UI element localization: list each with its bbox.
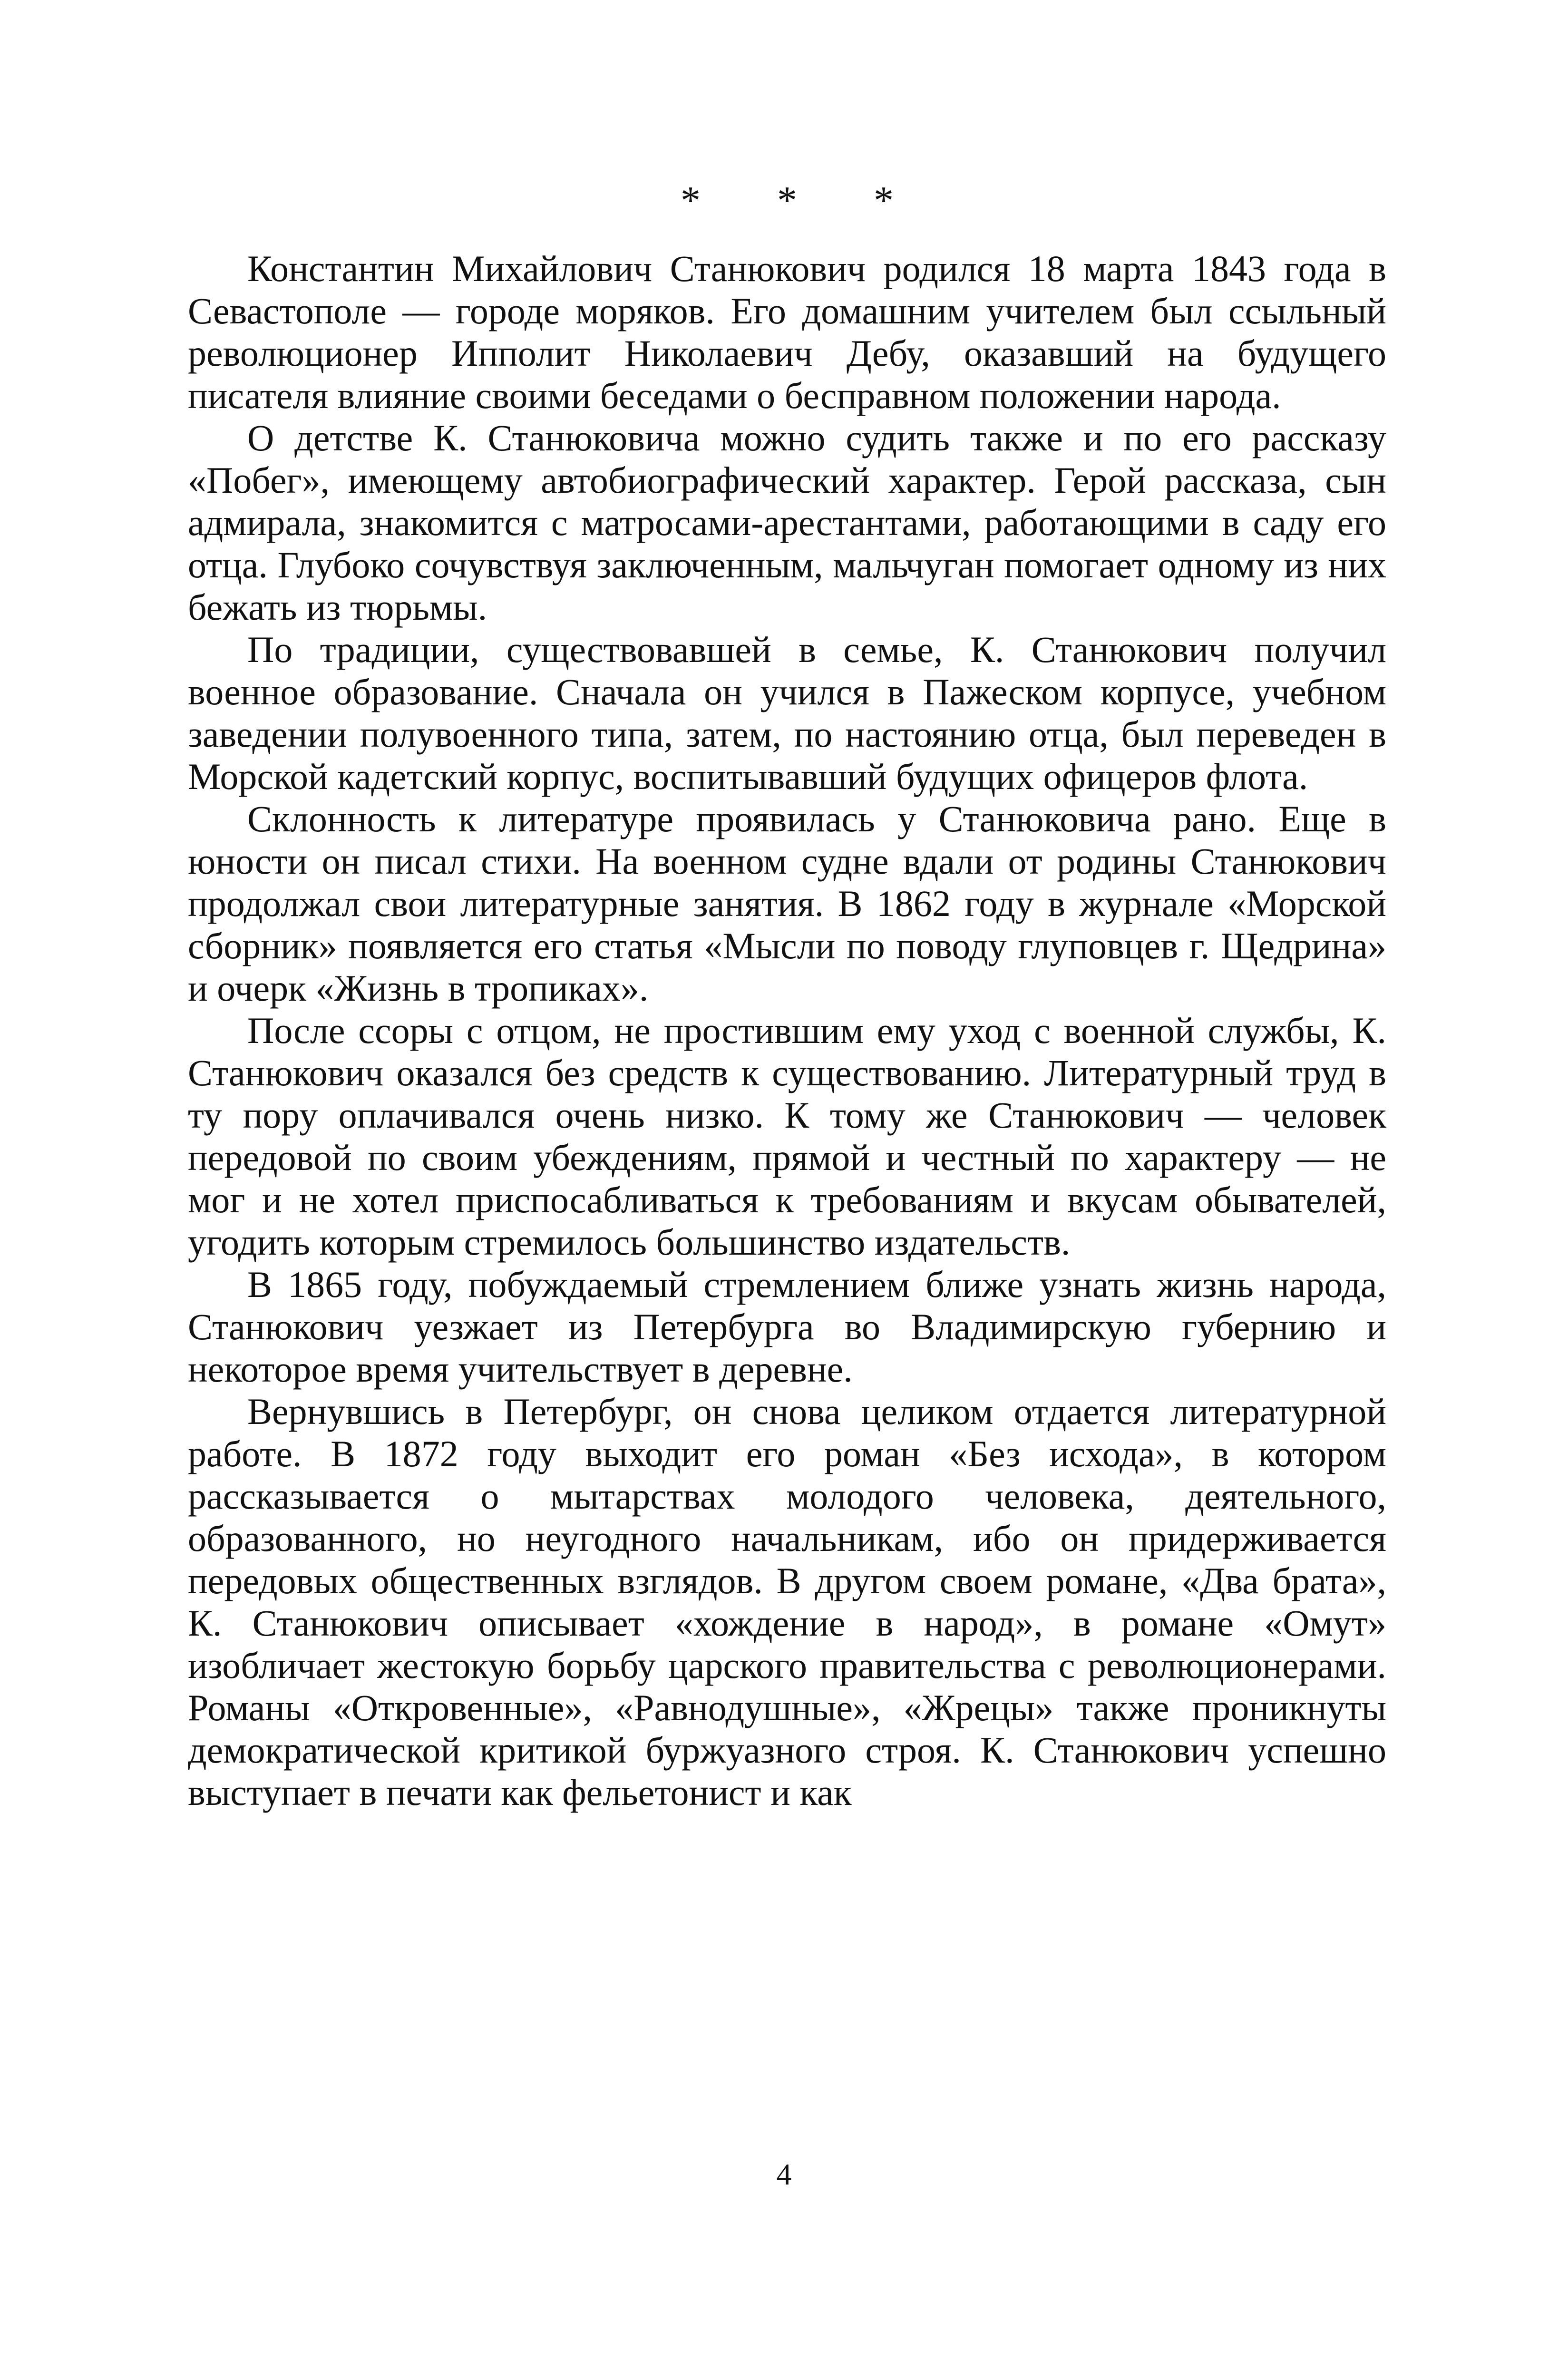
page-body xyxy=(188,178,1386,1813)
paragraph-1: Константин Михайлович Станюкович родился 18 марта 1843 года в Севастополе — городе моряков. Его домашним учителем был ссыльный революционер Ипполит Николаевич Дебу, оказавший на будущего писателя влияние своими беседами о бесправном положении народа. xyxy=(188,248,1386,416)
paragraph-2: О детстве К. Станюковича можно судить также и по его рассказу «Побег», имеющему автобиографический характер. Герой рассказа, сын адмирала, знакомится с матросами-арестантами, работающими в саду его отца. Глубоко сочувствуя заключенным, мальчуган помогает одному из них бежать из тюрьмы. xyxy=(188,417,1386,628)
paragraph-3: По традиции, существовавшей в семье, К. Станюкович получил военное образование. Сначала он учился в Пажеском корпусе, учебном заведении полувоенного типа, затем, по настоянию отца, был переведен в Морской кадетский корпус, воспитывавший будущих офицеров флота. xyxy=(188,629,1386,797)
paragraph-6: В 1865 году, побуждаемый стремлением ближе узнать жизнь народа, Станюкович уезжает из Петербурга во Владимирскую губернию и некоторое время учительствует в деревне. xyxy=(188,1264,1386,1390)
paragraph-4: Склонность к литературе проявилась у Станюковича рано. Еще в юности он писал стихи. На военном судне вдали от родины Станюкович продолжал свои литературные занятия. В 1862 году в журнале «Морской сборник» появляется его статья «Мысли по поводу глуповцев г. Щедрина» и очерк «Жизнь в тропиках». xyxy=(188,798,1386,1009)
page-number: 4 xyxy=(776,2157,792,2191)
paragraph-5: После ссоры с отцом, не простившим ему уход с военной службы, К. Станюкович оказался без средств к существованию. Литературный труд в ту пору оплачивался очень низко. К тому же Станюкович — человек передовой по своим убеждениям, прямой и честный по характеру — не мог и не хотел приспосабливаться к требованиям и вкусам обывателей, угодить которым стремилось большинство издательств. xyxy=(188,1010,1386,1263)
section-separator: * * * xyxy=(681,178,927,223)
paragraph-7: Вернувшись в Петербург, он снова целиком отдается литературной работе. В 1872 году выходит его роман «Без исхода», в котором рассказывается о мытарствах молодого человека, деятельного, образованного, но неугодного начальникам, ибо он придерживается передовых общественных взглядов. В другом своем романе, «Два брата», К. Станюкович описывает «хождение в народ», в романе «Омут» изобличает жестокую борьбу царского правительства с революционерами. Романы «Откровенные», «Равнодушные», «Жрецы» также проникнуты демократической критикой буржуазного строя. К. Станюкович успешно выступает в печати как фельетонист и как xyxy=(188,1391,1386,1813)
